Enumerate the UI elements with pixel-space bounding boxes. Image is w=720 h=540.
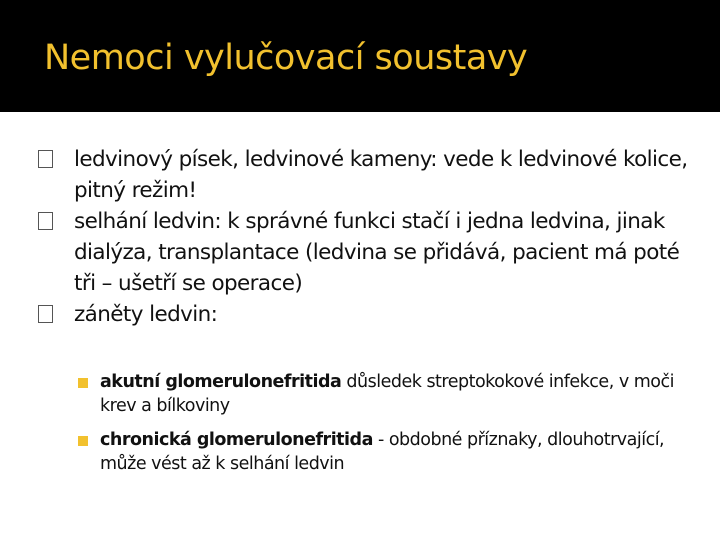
subbullet-term: chronická glomerulonefritida — [100, 430, 373, 450]
missing-glyph-box-icon — [38, 150, 53, 168]
bullet-item — [36, 144, 696, 206]
subbullet-item — [78, 428, 678, 476]
missing-glyph-box-icon — [38, 212, 53, 230]
bullet-list — [36, 144, 696, 330]
bullet-text: záněty ledvin: — [74, 302, 218, 327]
square-bullet-icon — [78, 436, 88, 446]
subbullet-item — [78, 370, 678, 418]
title-bar — [0, 0, 720, 112]
subbullet-term: akutní glomerulonefritida — [100, 372, 342, 392]
bullet-text: selhání ledvin: k správné funkci stačí i jedna ledvina, jinak dialýza, transplantace (ledvina se přidává, pacient má poté tři – ušetří se operace) — [74, 209, 680, 296]
bullet-text: ledvinový písek, ledvinové kameny: vede k ledvinové kolice, pitný režim! — [74, 147, 688, 203]
subbullet-text: důsledek streptokokové infekce, v moči krev a bílkoviny — [100, 372, 674, 416]
subbullet-list — [78, 370, 678, 486]
slide-content — [0, 112, 720, 540]
square-bullet-icon — [78, 378, 88, 388]
bullet-item — [36, 299, 696, 330]
subbullet-text: - obdobné příznaky, dlouhotrvající, může vést až k selhání ledvin — [100, 430, 665, 474]
bullet-item — [36, 206, 696, 299]
slide-title: Nemoci vylučovací soustavy — [44, 38, 528, 78]
missing-glyph-box-icon — [38, 305, 53, 323]
